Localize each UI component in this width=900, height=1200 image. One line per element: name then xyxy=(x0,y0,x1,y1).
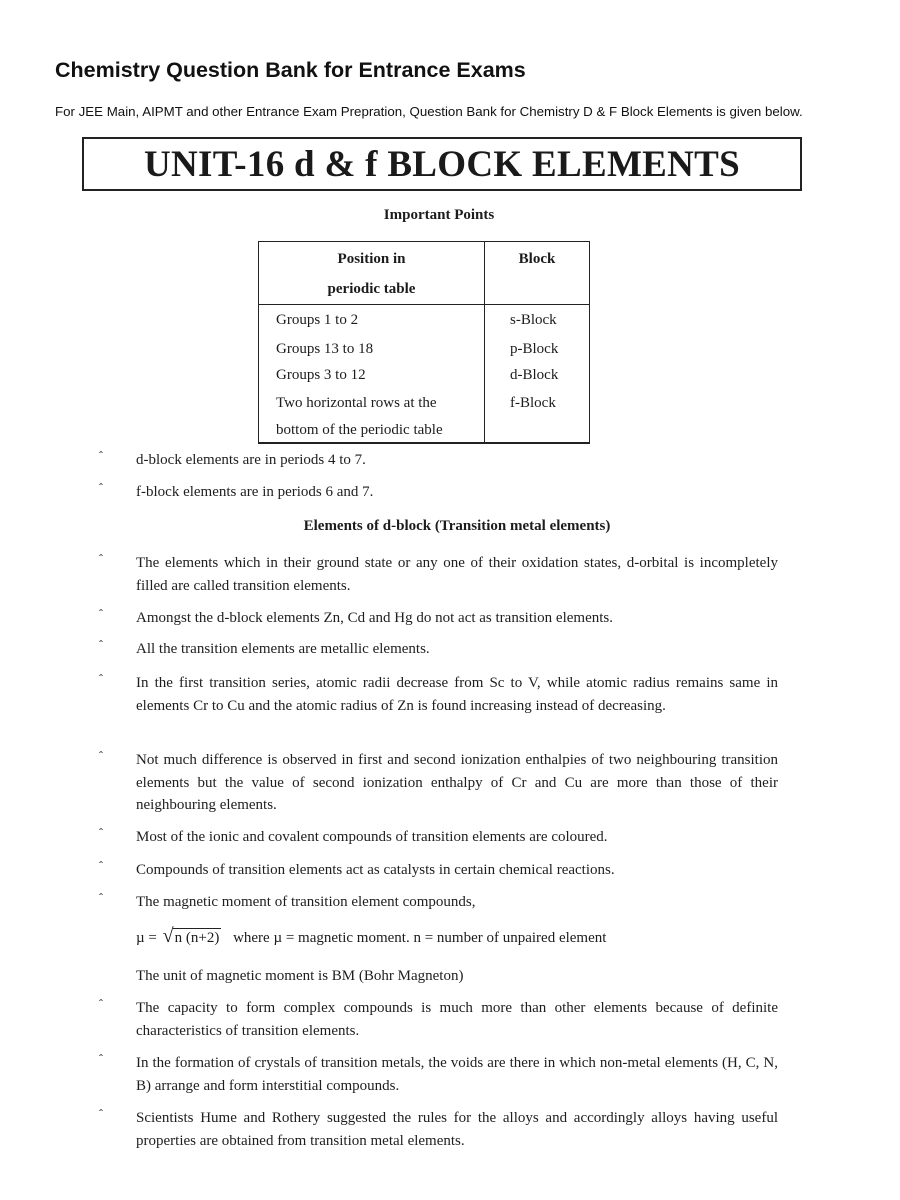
square-root-expression xyxy=(162,925,222,947)
caret-bullet-icon: ˆ xyxy=(99,552,103,566)
header-position-line1: Position in xyxy=(337,251,406,267)
bullet-text: Most of the ionic and covalent compounds of transition elements are coloured. xyxy=(136,829,608,845)
table-cell-position-line2: bottom of the periodic table xyxy=(276,422,443,438)
important-points-heading: Important Points xyxy=(383,207,495,223)
caret-bullet-icon: ˆ xyxy=(99,1052,103,1066)
unit-title-banner: UNIT-16 d & f BLOCK ELEMENTS xyxy=(82,137,802,191)
bullet-text: In the formation of crystals of transition metals, the voids are there in which non-metal elements (H, C, N, B) arrange and form interstitial compounds. xyxy=(136,1055,778,1094)
bullet-text: f-block elements are in periods 6 and 7. xyxy=(136,484,374,500)
caret-bullet-icon: ˆ xyxy=(99,449,103,463)
table-cell-position: Groups 13 to 18 xyxy=(276,341,374,357)
page-subtitle: For JEE Main, AIPMT and other Entrance Exam Prepration, Question Bank for Chemistry D & F Block Elements is given below. xyxy=(55,104,803,119)
table-cell-position: Two horizontal rows at the xyxy=(276,395,437,411)
table-cell-block: f-Block xyxy=(510,395,556,411)
bullet-text: The capacity to form complex compounds is much more than other elements because of definite characteristics of transition elements. xyxy=(136,1000,778,1039)
table-cell-block: p-Block xyxy=(510,341,559,357)
bullet-text: The magnetic moment of transition element compounds, xyxy=(136,894,476,910)
caret-bullet-icon: ˆ xyxy=(99,749,103,763)
bullet-text: All the transition elements are metallic elements. xyxy=(136,641,430,657)
caret-bullet-icon: ˆ xyxy=(99,826,103,840)
formula-radicand: n (n+2) xyxy=(174,930,220,946)
bullet-text: Amongst the d-block elements Zn, Cd and Hg do not act as transition elements. xyxy=(136,610,613,626)
caret-bullet-icon: ˆ xyxy=(99,859,103,873)
caret-bullet-icon: ˆ xyxy=(99,481,103,495)
table-cell-position: Groups 1 to 2 xyxy=(276,312,359,328)
bullet-text: Scientists Hume and Rothery suggested the rules for the alloys and accordingly alloys having useful properties are obtained from transition metal elements. xyxy=(136,1110,778,1149)
bullet-text: In the first transition series, atomic radii decrease from Sc to V, while atomic radius remains same in elements Cr to Cu and the atomic radius of Zn is found increasing instead of decreasing. xyxy=(136,675,778,714)
bullet-text: Not much difference is observed in first and second ionization enthalpies of two neighbouring transition elements but the value of second ionization enthalpy of Cr and Cu are more than those of their neighbouring elements. xyxy=(136,752,778,813)
bullet-text: The elements which in their ground state or any one of their oxidation states, d-orbital is incompletely filled are called transition elements. xyxy=(136,555,778,594)
d-block-heading: Elements of d-block (Transition metal elements) xyxy=(303,518,611,534)
table-header-position xyxy=(259,244,484,304)
header-position-line2: periodic table xyxy=(327,281,416,297)
radical-sign-icon: √ xyxy=(162,925,174,947)
table-cell-position: Groups 3 to 12 xyxy=(276,367,366,383)
bullet-text: d-block elements are in periods 4 to 7. xyxy=(136,452,366,468)
table-header-block: Block xyxy=(518,251,556,267)
formula-definition: where µ = magnetic moment. n = number of unpaired element xyxy=(233,930,607,946)
table-cell-block: s-Block xyxy=(510,312,557,328)
bullet-text: Compounds of transition elements act as catalysts in certain chemical reactions. xyxy=(136,862,615,878)
unit-note: The unit of magnetic moment is BM (Bohr Magneton) xyxy=(136,968,464,984)
block-position-table xyxy=(258,241,590,444)
page-title: Chemistry Question Bank for Entrance Exams xyxy=(55,58,526,82)
caret-bullet-icon: ˆ xyxy=(99,638,103,652)
table-cell-block: d-Block xyxy=(510,367,559,383)
caret-bullet-icon: ˆ xyxy=(99,1107,103,1121)
caret-bullet-icon: ˆ xyxy=(99,607,103,621)
caret-bullet-icon: ˆ xyxy=(99,997,103,1011)
table-header-divider xyxy=(259,304,589,305)
caret-bullet-icon: ˆ xyxy=(99,672,103,686)
magnetic-moment-formula xyxy=(136,925,607,947)
caret-bullet-icon: ˆ xyxy=(99,891,103,905)
formula-lhs: µ = xyxy=(136,930,157,946)
